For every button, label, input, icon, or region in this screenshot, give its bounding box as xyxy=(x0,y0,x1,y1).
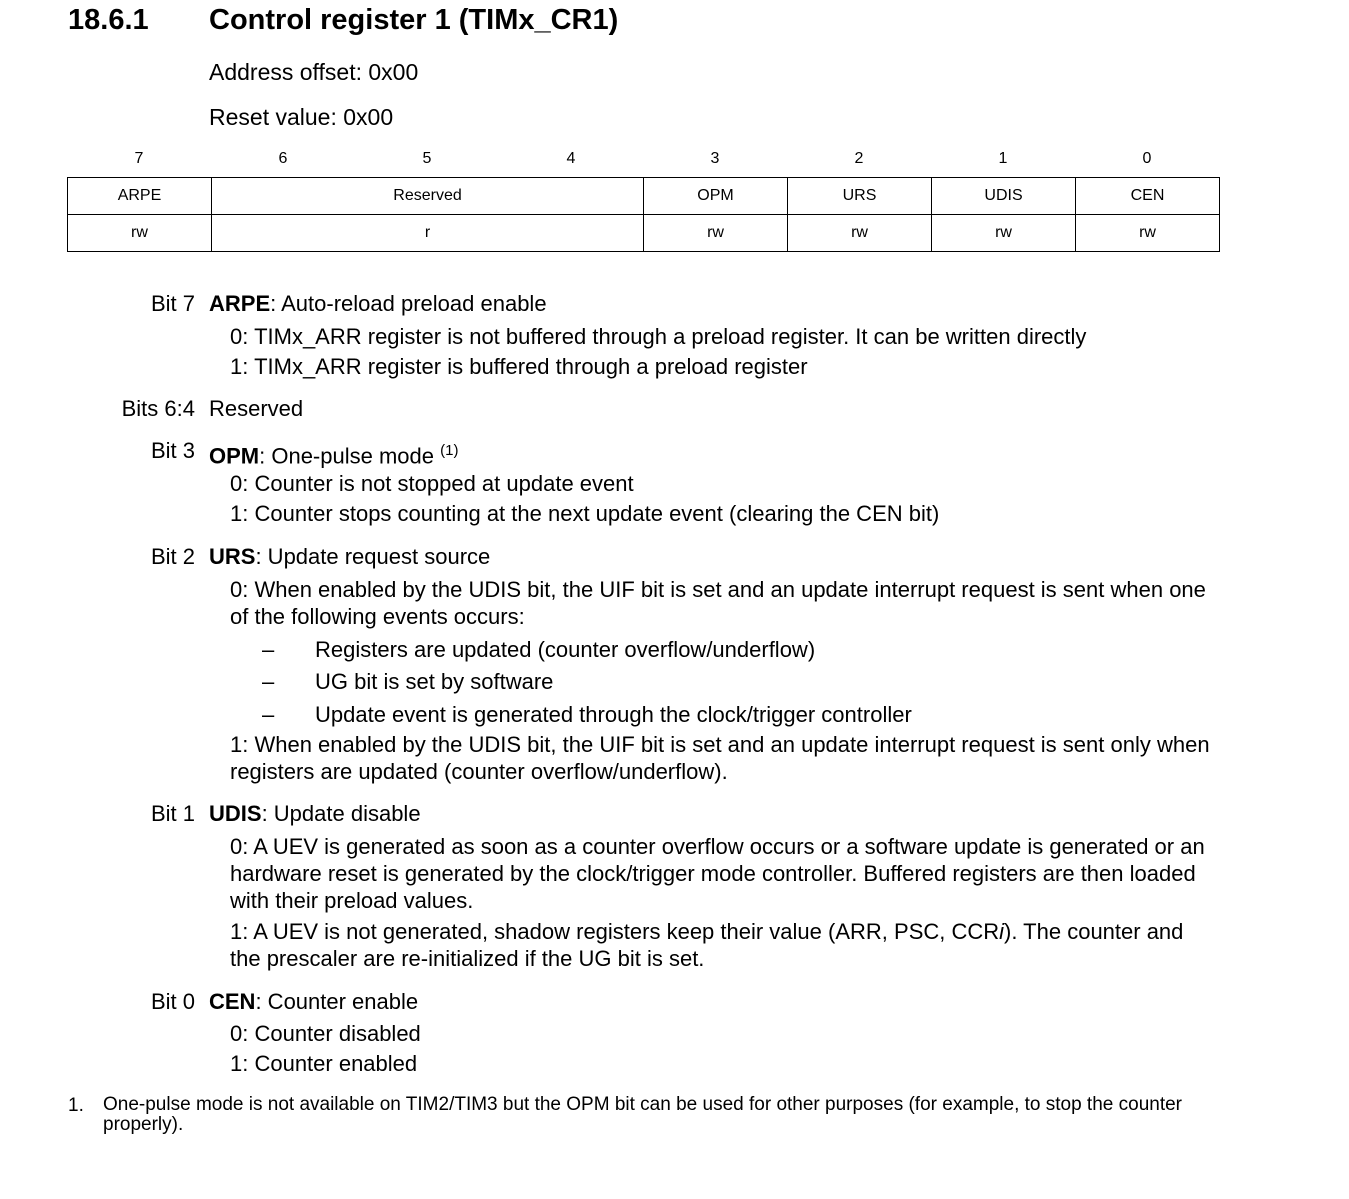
bit-number-1: 1 xyxy=(998,150,1008,167)
bit-title-opm: : One-pulse mode xyxy=(259,443,441,469)
bit-title-urs: : Update request source xyxy=(255,544,491,569)
bit-heading-cen xyxy=(209,989,418,1015)
bit-name-arpe: ARPE xyxy=(209,291,271,316)
bit-label-udis: Bit 1 xyxy=(150,801,195,826)
udis-line-1a xyxy=(230,919,1183,945)
access-cen: rw xyxy=(1076,215,1220,252)
opm-line-0: 0: Counter is not stopped at update event xyxy=(230,471,634,496)
udis-line-1a-post: ). The counter and xyxy=(1004,919,1184,944)
udis-line-0: 0: A UEV is generated as soon as a counter overflow occurs or a software update is generated or an xyxy=(230,834,1205,859)
register-field-row xyxy=(68,178,1220,215)
urs-line-0a: 0: When enabled by the UDIS bit, the UIF bit is set and an update interrupt request is sent when one xyxy=(230,577,1206,602)
arpe-line-1: 1: TIMx_ARR register is buffered through a preload register xyxy=(230,354,808,379)
udis-line-1: hardware reset is generated by the clock/trigger mode controller. Buffered registers are then loaded xyxy=(230,861,1196,886)
reset-value: Reset value: 0x00 xyxy=(209,104,394,130)
bit-label-opm: Bit 3 xyxy=(150,438,195,463)
bit-number-6: 6 xyxy=(278,150,288,167)
section-number: 18.6.1 xyxy=(68,4,149,36)
access-udis: rw xyxy=(932,215,1076,252)
bit-heading-arpe xyxy=(209,291,547,317)
urs-item-2: Update event is generated through the clock/trigger controller xyxy=(315,702,912,727)
field-reserved: Reserved xyxy=(212,178,644,215)
bit-name-cen: CEN xyxy=(209,989,256,1014)
footnote-ref: (1) xyxy=(440,442,459,459)
urs-dash-1: – xyxy=(262,669,275,694)
bit-label-reserved: Bits 6:4 xyxy=(121,396,195,421)
bit-heading-urs xyxy=(209,544,490,570)
field-udis: UDIS xyxy=(932,178,1076,215)
footnote-number: 1. xyxy=(68,1095,84,1116)
urs-line-1a: 1: When enabled by the UDIS bit, the UIF bit is set and an update interrupt request is sent only when xyxy=(230,732,1210,757)
bit-title-arpe: : Auto-reload preload enable xyxy=(270,291,547,316)
bit-number-0: 0 xyxy=(1142,150,1152,167)
section-title: Control register 1 (TIMx_CR1) xyxy=(209,4,619,36)
arpe-line-0: 0: TIMx_ARR register is not buffered through a preload register. It can be written directly xyxy=(230,324,1087,349)
address-offset: Address offset: 0x00 xyxy=(209,59,419,85)
access-reserved: r xyxy=(212,215,644,252)
urs-dash-2: – xyxy=(262,702,275,727)
bit-title-cen: : Counter enable xyxy=(255,989,419,1014)
bit-number-2: 2 xyxy=(854,150,864,167)
urs-dash-0: – xyxy=(262,637,275,662)
bit-number-3: 3 xyxy=(710,150,720,167)
cen-line-0: 0: Counter disabled xyxy=(230,1021,421,1046)
register-access-row xyxy=(68,215,1220,252)
bit-label-urs: Bit 2 xyxy=(150,544,195,569)
access-urs: rw xyxy=(788,215,932,252)
bit-number-5: 5 xyxy=(422,150,432,167)
field-urs: URS xyxy=(788,178,932,215)
udis-line-1a-pre: 1: A UEV is not generated, shadow registers keep their value (ARR, PSC, CCR xyxy=(230,919,1000,944)
bit-heading-udis xyxy=(209,801,421,827)
register-table xyxy=(67,177,1220,252)
bit-name-udis: UDIS xyxy=(209,801,262,826)
udis-line-1a-ital: i xyxy=(999,919,1005,944)
field-arpe: ARPE xyxy=(68,178,212,215)
opm-line-1: 1: Counter stops counting at the next update event (clearing the CEN bit) xyxy=(230,501,940,526)
field-cen: CEN xyxy=(1076,178,1220,215)
bit-label-cen: Bit 0 xyxy=(150,989,195,1014)
bit-number-4: 4 xyxy=(566,150,576,167)
udis-line-2: with their preload values. xyxy=(230,888,474,913)
access-arpe: rw xyxy=(68,215,212,252)
urs-line-0b: of the following events occurs: xyxy=(230,604,525,629)
access-opm: rw xyxy=(644,215,788,252)
bit-name-opm: OPM xyxy=(209,443,260,469)
bit-name-urs: URS xyxy=(209,544,256,569)
bit-heading-opm xyxy=(209,438,458,469)
urs-item-1: UG bit is set by software xyxy=(315,669,554,694)
cen-line-1: 1: Counter enabled xyxy=(230,1051,418,1076)
field-opm: OPM xyxy=(644,178,788,215)
bit-title-udis: : Update disable xyxy=(261,801,421,826)
udis-line-1b: the prescaler are re-initialized if the UG bit is set. xyxy=(230,946,705,971)
urs-item-0: Registers are updated (counter overflow/underflow) xyxy=(315,637,816,662)
bit-title-reserved: Reserved xyxy=(209,396,304,421)
bit-number-7: 7 xyxy=(134,150,144,167)
urs-line-1b: registers are updated (counter overflow/underflow). xyxy=(230,759,728,784)
footnote-text: One-pulse mode is not available on TIM2/TIM3 but the OPM bit can be used for other purposes (for example, to stop the counter properly). xyxy=(103,1094,1183,1135)
bit-label-arpe: Bit 7 xyxy=(150,291,195,316)
